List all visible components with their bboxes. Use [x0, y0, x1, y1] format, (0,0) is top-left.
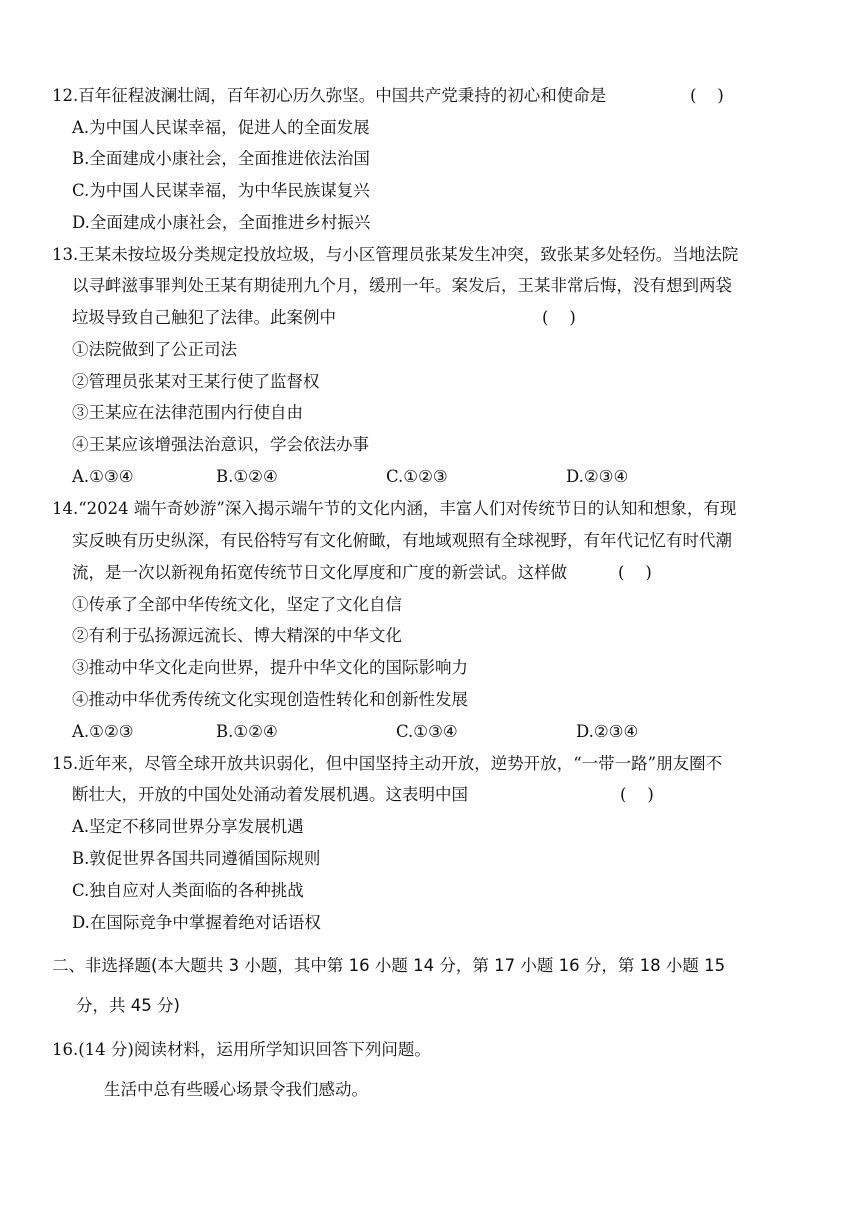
- q13-statement-1: ①法院做到了公正司法: [72, 340, 237, 359]
- q13-choice-a: A.①③④: [72, 467, 134, 486]
- q14-choice-b: B.①②④: [216, 722, 278, 741]
- q14-choice-a: A.①②③: [72, 722, 134, 741]
- q12-stem: 12.百年征程波澜壮阔，百年初心历久弥坚。中国共产党秉持的初心和使命是: [52, 86, 607, 105]
- q14-statement-1: ①传承了全部中华传统文化，坚定了文化自信: [72, 595, 402, 614]
- q14-statement-2: ②有利于弘扬源远流长、博大精深的中华文化: [72, 626, 402, 645]
- q13-statement-3: ③王某应在法律范围内行使自由: [72, 403, 303, 422]
- q13-stem-line-2: 以寻衅滋事罪判处王某有期徒刑九个月，缓刑一年。案发后，王某非常后悔，没有想到两袋: [72, 276, 732, 295]
- q15-stem-line-1: 15.近年来，尽管全球开放共识弱化，但中国坚持主动开放，逆势开放，“一带一路”朋友圈不: [52, 754, 723, 773]
- q13-stem-line-3: 垃圾导致自己触犯了法律。此案例中: [72, 308, 336, 327]
- q15-option-c: C.独自应对人类面临的各种挑战: [72, 881, 304, 900]
- q15-option-d: D.在国际竞争中掌握着绝对话语权: [72, 913, 321, 932]
- q14-stem-line-2: 实反映有历史纵深，有民俗特写有文化俯瞰，有地域观照有全球视野，有年代记忆有时代潮: [72, 531, 732, 550]
- q13-choice-c: C.①②③: [386, 467, 448, 486]
- q12-option-b: B.全面建成小康社会，全面推进依法治国: [72, 149, 370, 168]
- q14-statement-3: ③推动中华文化走向世界，提升中华文化的国际影响力: [72, 658, 468, 677]
- q13-stem-line-1: 13.王某未按垃圾分类规定投放垃圾，与小区管理员张某发生冲突，致张某多处轻伤。当地法院: [52, 245, 739, 264]
- q15-answer-paren: ( ): [620, 785, 654, 804]
- q16-stem: 16.(14 分)阅读材料，运用所学知识回答下列问题。: [52, 1040, 431, 1059]
- q15-stem-line-2: 断壮大，开放的中国处处涌动着发展机遇。这表明中国: [72, 785, 468, 804]
- q13-choice-d: D.②③④: [566, 467, 629, 486]
- q14-statement-4: ④推动中华优秀传统文化实现创造性转化和创新性发展: [72, 690, 468, 709]
- q14-answer-paren: ( ): [618, 563, 652, 582]
- section-2-heading-line-1: 二、非选择题(本大题共 3 小题，其中第 16 小题 14 分，第 17 小题 16 分，第 18 小题 15: [52, 956, 726, 975]
- q16-material: 生活中总有些暖心场景令我们感动。: [104, 1080, 368, 1099]
- q15-option-b: B.敦促世界各国共同遵循国际规则: [72, 849, 321, 868]
- q14-choice-d: D.②③④: [576, 722, 639, 741]
- q12-option-a: A.为中国人民谋幸福，促进人的全面发展: [72, 118, 370, 137]
- q14-stem-line-3: 流，是一次以新视角拓宽传统节日文化厚度和广度的新尝试。这样做: [72, 563, 567, 582]
- q15-option-a: A.坚定不移同世界分享发展机遇: [72, 817, 304, 836]
- q13-choice-b: B.①②④: [216, 467, 278, 486]
- q13-answer-paren: ( ): [542, 308, 576, 327]
- q14-stem-line-1: 14.“2024 端午奇妙游”深入揭示端午节的文化内涵，丰富人们对传统节日的认知和想象，有现: [52, 499, 737, 518]
- q13-statement-4: ④王某应该增强法治意识，学会依法办事: [72, 435, 369, 454]
- q12-answer-paren: ( ): [690, 86, 724, 105]
- q12-option-c: C.为中国人民谋幸福，为中华民族谋复兴: [72, 181, 370, 200]
- q14-choice-c: C.①③④: [396, 722, 458, 741]
- q13-statement-2: ②管理员张某对王某行使了监督权: [72, 372, 320, 391]
- section-2-heading-line-2: 分，共 45 分): [76, 996, 180, 1015]
- q12-option-d: D.全面建成小康社会，全面推进乡村振兴: [72, 213, 371, 232]
